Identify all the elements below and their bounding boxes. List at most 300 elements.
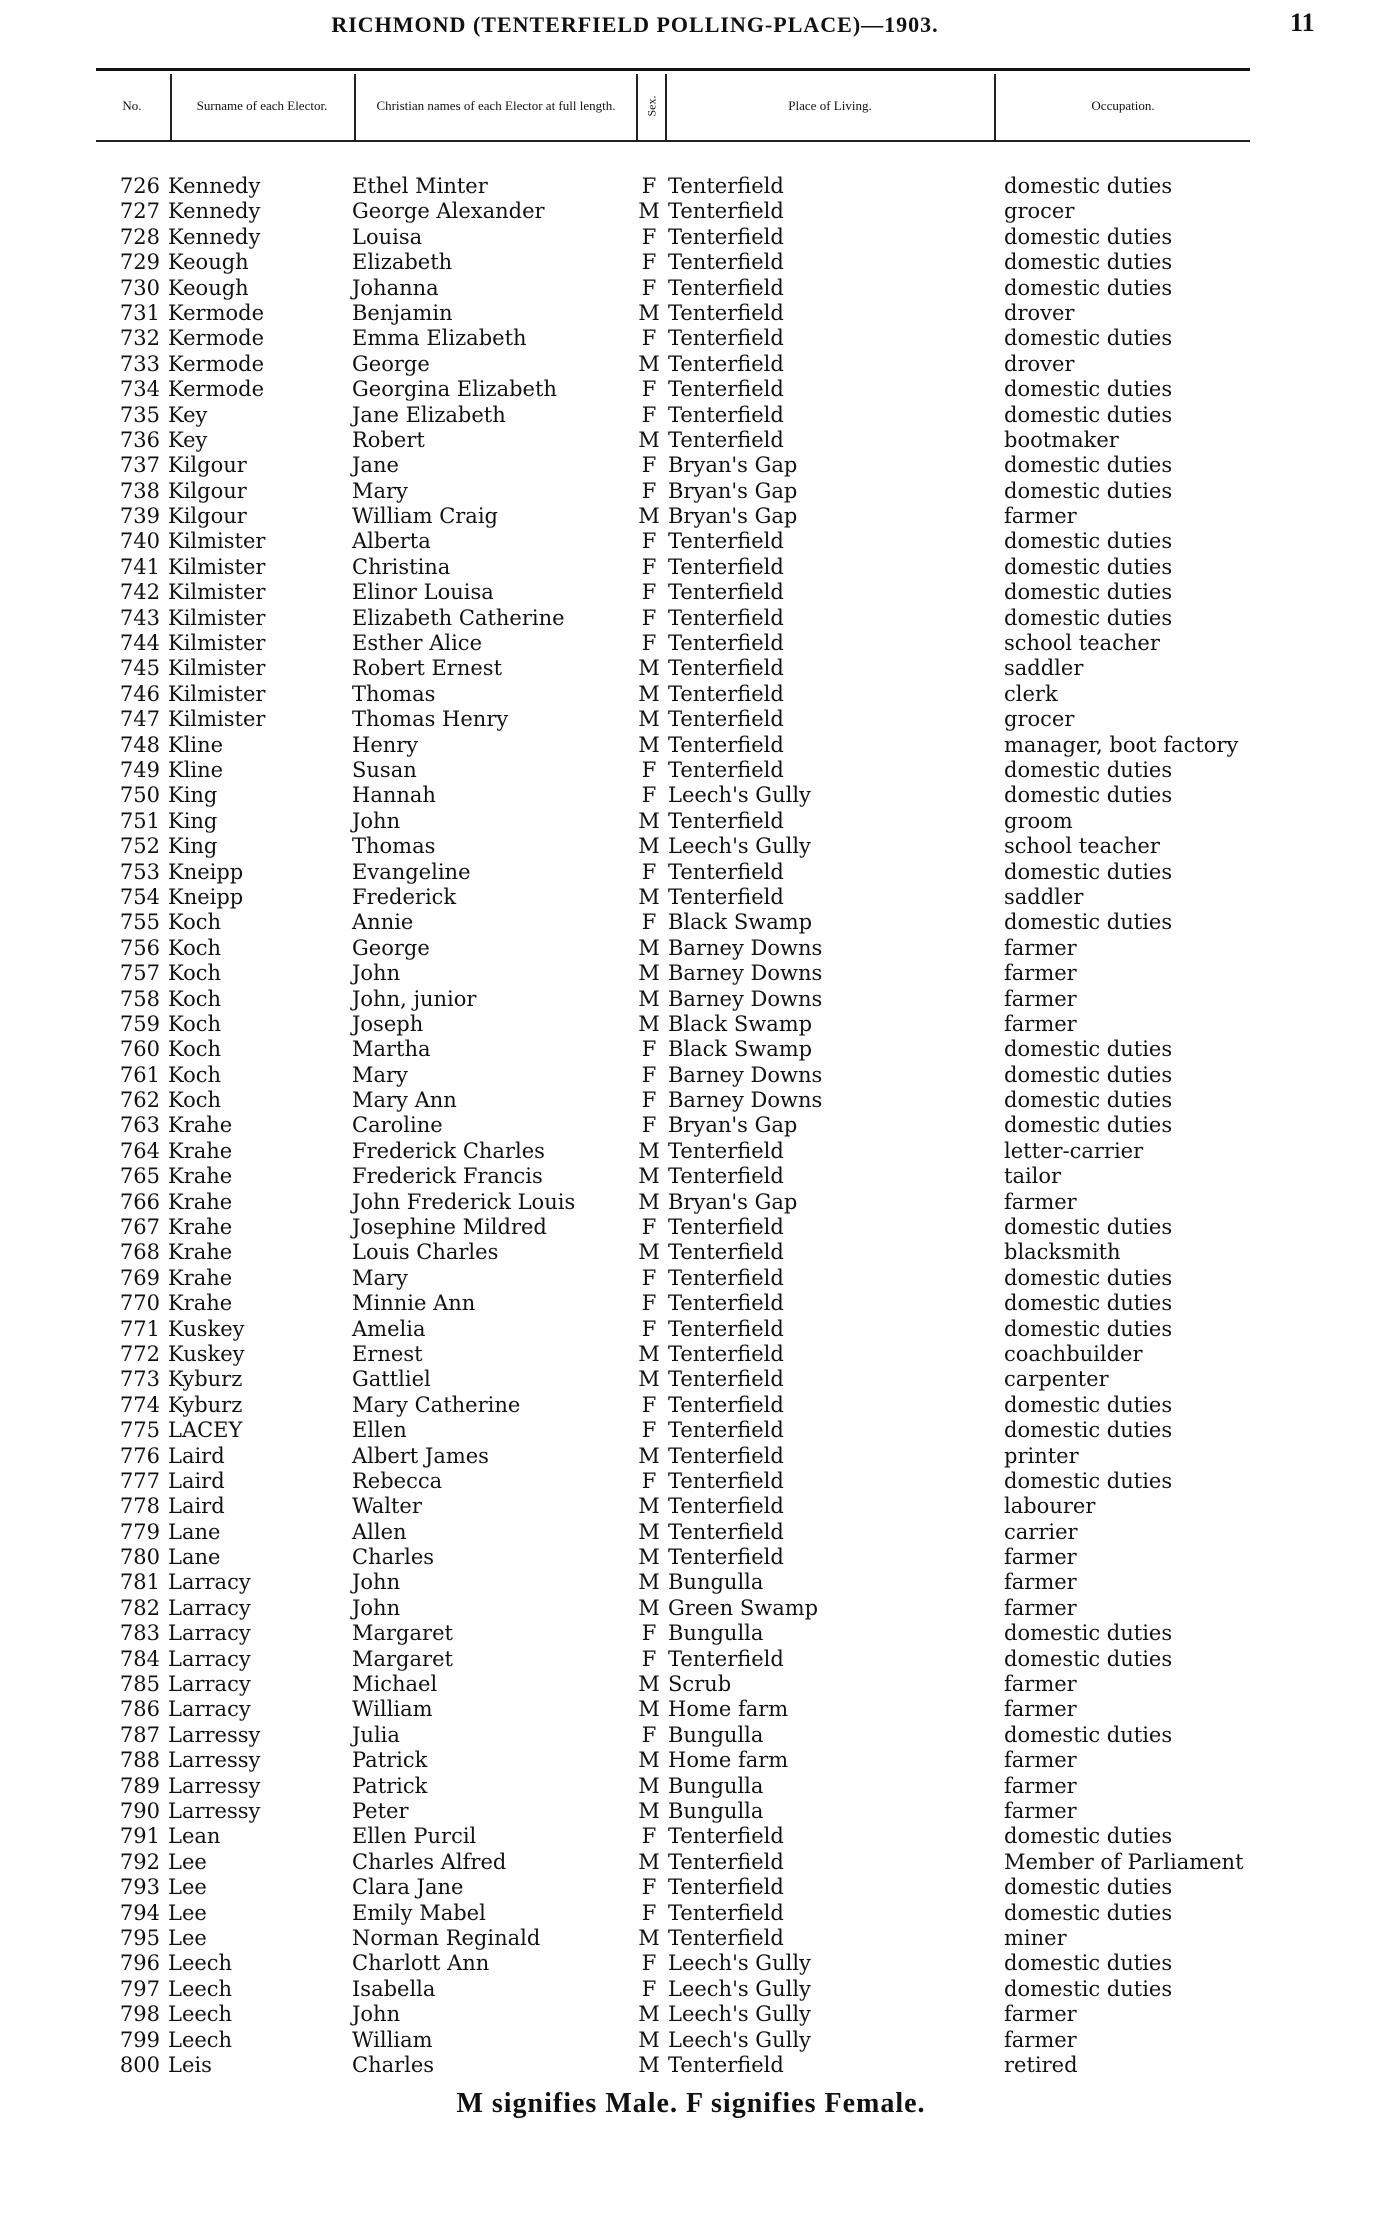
elector-surname: Lane [168, 1545, 221, 1570]
elector-occupation: domestic duties [1004, 1265, 1173, 1290]
elector-christian-names: John [352, 1595, 401, 1620]
elector-surname: Koch [168, 1037, 222, 1062]
elector-surname: Lee [168, 1849, 207, 1874]
elector-place-of-living: Tenterfield [668, 757, 784, 782]
elector-christian-names: Frederick Charles [352, 1138, 545, 1163]
elector-surname: Kilmister [168, 656, 266, 681]
elector-occupation: domestic duties [1004, 1976, 1173, 2001]
elector-christian-names: Elizabeth [352, 250, 453, 275]
elector-sex: M [638, 199, 660, 224]
elector-surname: Larracy [168, 1621, 251, 1646]
electors-table-body [0, 174, 1382, 2078]
elector-number: 751 [119, 808, 160, 833]
page-number: 11 [1290, 8, 1315, 37]
elector-number: 727 [119, 199, 160, 224]
elector-christian-names: Alberta [352, 529, 431, 554]
elector-sex: M [638, 1138, 660, 1163]
table-row [0, 1037, 1382, 1062]
elector-occupation: domestic duties [1004, 1468, 1173, 1493]
elector-sex: M [638, 1011, 660, 1036]
table-row [0, 276, 1382, 301]
elector-place-of-living: Tenterfield [668, 707, 784, 732]
elector-christian-names: Emily Mabel [352, 1900, 486, 1925]
elector-surname: Krahe [168, 1265, 233, 1290]
elector-christian-names: Henry [352, 732, 419, 757]
elector-place-of-living: Leech's Gully [668, 783, 811, 808]
elector-sex: M [638, 1672, 660, 1697]
elector-sex: F [641, 1722, 657, 1747]
elector-number: 762 [119, 1088, 160, 1113]
elector-number: 760 [119, 1037, 160, 1062]
elector-place-of-living: Tenterfield [668, 1418, 784, 1443]
elector-sex: F [641, 1646, 657, 1671]
elector-place-of-living: Tenterfield [668, 427, 784, 452]
elector-number: 734 [119, 377, 160, 402]
elector-sex: F [641, 453, 657, 478]
elector-number: 730 [119, 275, 160, 300]
elector-sex: M [638, 1164, 660, 1189]
table-row [0, 1748, 1382, 1773]
table-row [0, 606, 1382, 631]
elector-number: 729 [119, 250, 160, 275]
elector-place-of-living: Bungulla [668, 1722, 764, 1747]
elector-occupation: farmer [1004, 935, 1077, 960]
elector-occupation: manager, boot factory [1004, 732, 1239, 757]
elector-place-of-living: Bryan's Gap [668, 478, 798, 503]
elector-number: 767 [119, 1215, 160, 1240]
elector-place-of-living: Tenterfield [668, 1849, 784, 1874]
elector-christian-names: Mary Ann [352, 1088, 457, 1113]
elector-occupation: blacksmith [1004, 1240, 1121, 1265]
table-row [0, 1367, 1382, 1392]
elector-occupation: farmer [1004, 1773, 1077, 1798]
table-row [0, 555, 1382, 580]
elector-christian-names: Frederick [352, 884, 457, 909]
elector-surname: Koch [168, 935, 222, 960]
table-row [0, 1621, 1382, 1646]
elector-occupation: domestic duties [1004, 859, 1173, 884]
table-row [0, 936, 1382, 961]
elector-number: 798 [119, 2002, 160, 2027]
elector-surname: Keough [168, 275, 249, 300]
elector-surname: Laird [168, 1468, 225, 1493]
elector-surname: Leech [168, 1951, 233, 1976]
elector-number: 792 [119, 1849, 160, 1874]
elector-occupation: farmer [1004, 1189, 1077, 1214]
elector-sex: M [638, 2027, 660, 2052]
elector-number: 797 [119, 1976, 160, 2001]
elector-surname: Larracy [168, 1697, 251, 1722]
table-row [0, 301, 1382, 326]
elector-surname: Kneipp [168, 859, 244, 884]
elector-christian-names: Clara Jane [352, 1875, 464, 1900]
elector-surname: Kline [168, 757, 224, 782]
elector-number: 765 [119, 1164, 160, 1189]
elector-place-of-living: Bungulla [668, 1799, 764, 1823]
elector-christian-names: Frederick Francis [352, 1164, 543, 1189]
elector-occupation: printer [1004, 1443, 1079, 1468]
elector-surname: Lee [168, 1925, 207, 1950]
elector-sex: F [641, 1392, 657, 1417]
elector-sex: M [638, 2052, 660, 2077]
elector-surname: King [168, 834, 218, 859]
elector-surname: Key [168, 427, 208, 452]
elector-sex: F [641, 478, 657, 503]
elector-sex: F [641, 1824, 657, 1849]
elector-number: 784 [119, 1646, 160, 1671]
elector-place-of-living: Leech's Gully [668, 1951, 811, 1976]
elector-number: 733 [119, 351, 160, 376]
column-header-sex-wrap [637, 72, 665, 140]
elector-christian-names: Robert Ernest [352, 656, 503, 681]
elector-place-of-living: Barney Downs [668, 961, 823, 986]
table-header-rule [96, 140, 1250, 142]
elector-occupation: carrier [1004, 1519, 1078, 1544]
elector-sex: F [641, 1468, 657, 1493]
elector-occupation: domestic duties [1004, 1088, 1173, 1113]
elector-surname: Larracy [168, 1595, 251, 1620]
elector-sex: F [641, 1951, 657, 1976]
elector-number: 773 [119, 1367, 160, 1392]
elector-number: 780 [119, 1545, 160, 1570]
elector-number: 796 [119, 1951, 160, 1976]
elector-occupation: domestic duties [1004, 1875, 1173, 1900]
elector-number: 790 [119, 1799, 160, 1823]
elector-place-of-living: Green Swamp [668, 1595, 819, 1620]
elector-place-of-living: Tenterfield [668, 732, 784, 757]
elector-occupation: domestic duties [1004, 1113, 1173, 1138]
elector-sex: M [638, 884, 660, 909]
table-row [0, 504, 1382, 529]
elector-place-of-living: Tenterfield [668, 1519, 784, 1544]
elector-number: 794 [119, 1900, 160, 1925]
elector-occupation: domestic duties [1004, 1824, 1173, 1849]
elector-christian-names: Mary Catherine [352, 1392, 521, 1417]
elector-surname: Laird [168, 1443, 225, 1468]
elector-surname: Laird [168, 1494, 225, 1519]
column-header-occupation: Occupation. [1091, 98, 1155, 113]
elector-occupation: miner [1004, 1925, 1067, 1950]
elector-place-of-living: Tenterfield [668, 250, 784, 275]
column-header-sex: Sex. [644, 95, 658, 117]
elector-christian-names: John [352, 2002, 401, 2027]
elector-place-of-living: Black Swamp [668, 1037, 813, 1062]
elector-surname: Larracy [168, 1646, 251, 1671]
elector-christian-names: Caroline [352, 1113, 443, 1138]
elector-sex: F [641, 224, 657, 249]
table-row [0, 910, 1382, 935]
elector-number: 789 [119, 1773, 160, 1798]
elector-sex: F [641, 605, 657, 630]
elector-place-of-living: Home farm [668, 1697, 789, 1722]
elector-occupation: letter-carrier [1004, 1138, 1144, 1163]
elector-christian-names: John Frederick Louis [352, 1189, 576, 1214]
elector-surname: Larressy [168, 1773, 261, 1798]
elector-christian-names: Minnie Ann [352, 1291, 476, 1316]
elector-number: 776 [119, 1443, 160, 1468]
elector-sex: M [638, 1519, 660, 1544]
elector-christian-names: Norman Reginald [352, 1925, 541, 1950]
elector-surname: Krahe [168, 1189, 233, 1214]
elector-sex: F [641, 1113, 657, 1138]
elector-occupation: saddler [1004, 656, 1084, 681]
elector-place-of-living: Tenterfield [668, 2052, 784, 2077]
elector-sex: F [641, 1265, 657, 1290]
elector-surname: Larracy [168, 1672, 251, 1697]
elector-occupation: Member of Parliament [1004, 1849, 1244, 1874]
elector-sex: F [641, 910, 657, 935]
elector-christian-names: George Alexander [352, 199, 545, 224]
elector-place-of-living: Tenterfield [668, 1367, 784, 1392]
table-row [0, 1317, 1382, 1342]
elector-surname: Kilmister [168, 605, 266, 630]
elector-occupation: farmer [1004, 1748, 1077, 1773]
table-row [0, 834, 1382, 859]
elector-occupation: retired [1004, 2052, 1078, 2077]
table-row [0, 580, 1382, 605]
elector-occupation: domestic duties [1004, 275, 1173, 300]
elector-sex: M [638, 504, 660, 529]
elector-sex: F [641, 1291, 657, 1316]
elector-sex: F [641, 1875, 657, 1900]
elector-number: 745 [119, 656, 160, 681]
elector-sex: M [638, 1443, 660, 1468]
table-row [0, 809, 1382, 834]
elector-christian-names: Charles [352, 2052, 435, 2077]
elector-christian-names: Johanna [352, 275, 439, 300]
table-row [0, 1647, 1382, 1672]
elector-place-of-living: Bryan's Gap [668, 1113, 798, 1138]
elector-place-of-living: Tenterfield [668, 300, 784, 325]
elector-place-of-living: Tenterfield [668, 1468, 784, 1493]
elector-occupation: domestic duties [1004, 1418, 1173, 1443]
elector-surname: Leech [168, 2002, 233, 2027]
elector-sex: F [641, 580, 657, 605]
elector-surname: Kennedy [168, 174, 261, 198]
elector-number: 774 [119, 1392, 160, 1417]
table-row [0, 885, 1382, 910]
table-row [0, 1875, 1382, 1900]
table-row [0, 1164, 1382, 1189]
elector-surname: Koch [168, 986, 222, 1011]
table-row [0, 1418, 1382, 1443]
elector-surname: Kilmister [168, 681, 266, 706]
elector-christian-names: Louis Charles [352, 1240, 499, 1265]
elector-christian-names: Charles Alfred [352, 1849, 507, 1874]
elector-surname: Kermode [168, 377, 265, 402]
table-row [0, 783, 1382, 808]
elector-surname: Lane [168, 1519, 221, 1544]
elector-christian-names: Charlott Ann [352, 1951, 490, 1976]
table-row [0, 1850, 1382, 1875]
elector-surname: Kilgour [168, 478, 247, 503]
elector-surname: Krahe [168, 1138, 233, 1163]
elector-place-of-living: Tenterfield [668, 656, 784, 681]
elector-occupation: farmer [1004, 1595, 1077, 1620]
elector-place-of-living: Tenterfield [668, 554, 784, 579]
column-header-surname: Surname of each Elector. [196, 98, 328, 113]
table-top-rule [96, 68, 1250, 71]
elector-sex: M [638, 351, 660, 376]
elector-christian-names: Evangeline [352, 859, 471, 884]
elector-christian-names: Ellen Purcil [352, 1824, 477, 1849]
elector-christian-names: Rebecca [352, 1468, 443, 1493]
elector-occupation: farmer [1004, 2027, 1077, 2052]
elector-surname: Krahe [168, 1291, 233, 1316]
elector-christian-names: Albert James [352, 1443, 489, 1468]
elector-christian-names: Esther Alice [352, 631, 482, 656]
elector-place-of-living: Barney Downs [668, 1088, 823, 1113]
table-row [0, 656, 1382, 681]
elector-surname: Kennedy [168, 224, 261, 249]
table-row [0, 225, 1382, 250]
table-row [0, 1063, 1382, 1088]
elector-occupation: farmer [1004, 986, 1077, 1011]
elector-sex: M [638, 808, 660, 833]
elector-place-of-living: Tenterfield [668, 275, 784, 300]
table-row [0, 1901, 1382, 1926]
elector-christian-names: Louisa [352, 224, 423, 249]
elector-sex: M [638, 1925, 660, 1950]
elector-number: 763 [119, 1113, 160, 1138]
elector-sex: M [638, 1570, 660, 1595]
table-row [0, 1926, 1382, 1951]
elector-surname: Larressy [168, 1722, 261, 1747]
elector-number: 770 [119, 1291, 160, 1316]
table-row [0, 1444, 1382, 1469]
elector-christian-names: Amelia [352, 1316, 426, 1341]
elector-place-of-living: Tenterfield [668, 1316, 784, 1341]
elector-sex: M [638, 1849, 660, 1874]
elector-number: 775 [119, 1418, 160, 1443]
elector-surname: Kermode [168, 300, 265, 325]
elector-occupation: domestic duties [1004, 605, 1173, 630]
elector-number: 731 [119, 300, 160, 325]
elector-occupation: domestic duties [1004, 1291, 1173, 1316]
elector-sex: M [638, 1799, 660, 1823]
elector-place-of-living: Leech's Gully [668, 2027, 811, 2052]
elector-surname: Krahe [168, 1215, 233, 1240]
elector-occupation: domestic duties [1004, 1722, 1173, 1747]
table-row [0, 1012, 1382, 1037]
elector-sex: F [641, 1062, 657, 1087]
elector-place-of-living: Tenterfield [668, 1291, 784, 1316]
elector-number: 764 [119, 1138, 160, 1163]
elector-place-of-living: Tenterfield [668, 1240, 784, 1265]
elector-sex: M [638, 834, 660, 859]
elector-number: 779 [119, 1519, 160, 1544]
elector-occupation: grocer [1004, 707, 1075, 732]
table-row [0, 453, 1382, 478]
table-row [0, 1799, 1382, 1824]
elector-number: 741 [119, 554, 160, 579]
elector-place-of-living: Leech's Gully [668, 2002, 811, 2027]
table-row [0, 2028, 1382, 2053]
elector-place-of-living: Tenterfield [668, 1265, 784, 1290]
elector-surname: Kilmister [168, 580, 266, 605]
elector-sex: F [641, 326, 657, 351]
elector-occupation: school teacher [1004, 834, 1160, 859]
elector-sex: M [638, 1595, 660, 1620]
elector-number: 744 [119, 631, 160, 656]
elector-place-of-living: Tenterfield [668, 326, 784, 351]
elector-occupation: clerk [1004, 681, 1058, 706]
elector-christian-names: Hannah [352, 783, 436, 808]
elector-sex: M [638, 2002, 660, 2027]
elector-occupation: farmer [1004, 1697, 1077, 1722]
table-row [0, 174, 1382, 199]
elector-number: 738 [119, 478, 160, 503]
elector-christian-names: Peter [352, 1799, 409, 1823]
elector-number: 728 [119, 224, 160, 249]
elector-number: 732 [119, 326, 160, 351]
elector-place-of-living: Tenterfield [668, 1646, 784, 1671]
elector-place-of-living: Bryan's Gap [668, 453, 798, 478]
elector-number: 737 [119, 453, 160, 478]
elector-occupation: farmer [1004, 1570, 1077, 1595]
elector-sex: M [638, 681, 660, 706]
elector-place-of-living: Tenterfield [668, 1824, 784, 1849]
elector-occupation: domestic duties [1004, 1392, 1173, 1417]
elector-christian-names: Gattliel [352, 1367, 431, 1392]
table-row [0, 1469, 1382, 1494]
table-row [0, 1113, 1382, 1138]
elector-place-of-living: Tenterfield [668, 884, 784, 909]
elector-sex: F [641, 402, 657, 427]
elector-christian-names: George [352, 351, 430, 376]
elector-place-of-living: Tenterfield [668, 1900, 784, 1925]
elector-place-of-living: Tenterfield [668, 1392, 784, 1417]
elector-surname: Kuskey [168, 1316, 245, 1341]
elector-surname: Koch [168, 1011, 222, 1036]
page-title: RICHMOND (TENTERFIELD POLLING-PLACE)—1903. [331, 12, 939, 37]
elector-occupation: domestic duties [1004, 1215, 1173, 1240]
elector-place-of-living: Tenterfield [668, 1215, 784, 1240]
elector-place-of-living: Tenterfield [668, 1443, 784, 1468]
elector-surname: LACEY [168, 1418, 243, 1443]
table-row [0, 1723, 1382, 1748]
elector-sex: M [638, 1697, 660, 1722]
elector-sex: F [641, 529, 657, 554]
elector-surname: Leech [168, 1976, 233, 2001]
footer-note: M signifies Male. F signifies Female. [456, 2088, 926, 2119]
table-row [0, 1088, 1382, 1113]
elector-number: 742 [119, 580, 160, 605]
elector-christian-names: Annie [352, 910, 414, 935]
elector-number: 756 [119, 935, 160, 960]
elector-christian-names: Julia [352, 1722, 400, 1747]
elector-number: 785 [119, 1672, 160, 1697]
elector-surname: Lee [168, 1875, 207, 1900]
elector-place-of-living: Tenterfield [668, 174, 784, 198]
table-row [0, 2053, 1382, 2078]
table-row [0, 1139, 1382, 1164]
column-header-christian-names: Christian names of each Elector at full length. [376, 98, 616, 113]
elector-sex: F [641, 174, 657, 198]
elector-sex: M [638, 1240, 660, 1265]
elector-number: 753 [119, 859, 160, 884]
elector-number: 726 [119, 174, 160, 198]
elector-occupation: tailor [1004, 1164, 1062, 1189]
elector-christian-names: Charles [352, 1545, 435, 1570]
elector-place-of-living: Tenterfield [668, 224, 784, 249]
elector-place-of-living: Tenterfield [668, 377, 784, 402]
table-row [0, 1570, 1382, 1595]
elector-number: 743 [119, 605, 160, 630]
elector-number: 748 [119, 732, 160, 757]
elector-sex: F [641, 1976, 657, 2001]
elector-surname: Kilmister [168, 631, 266, 656]
